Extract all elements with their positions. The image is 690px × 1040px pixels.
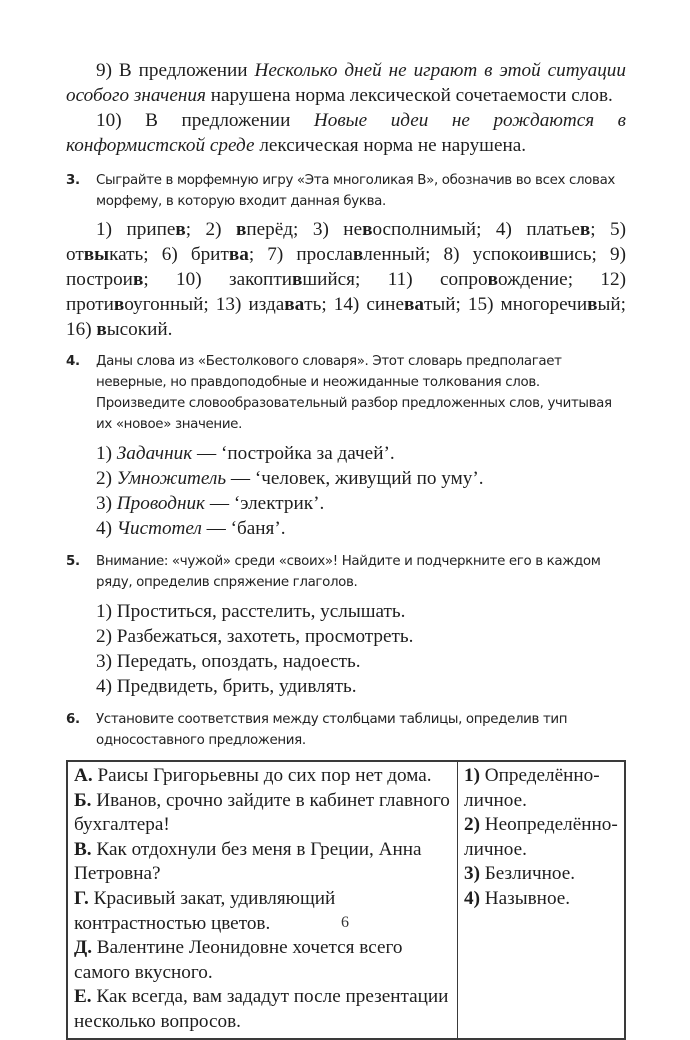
- types-column: [458, 762, 624, 1038]
- highlighted-morpheme: вы: [83, 244, 110, 265]
- morpheme-word: 4) платьев;: [495, 219, 611, 240]
- morpheme-word: 12) противоугонный;: [66, 269, 626, 315]
- table-row: Г. Красивый закат, удивляющий контрастностью цветов.: [74, 887, 336, 934]
- highlighted-morpheme: ва: [228, 244, 249, 265]
- list-item: 2) Разбежаться, захотеть, просмотреть.: [96, 626, 414, 647]
- sentences-column: [68, 762, 458, 1038]
- task-number: 5.: [66, 554, 80, 569]
- dictionary-word-list: [66, 441, 626, 541]
- task-number: 6.: [66, 712, 80, 727]
- table-row: Б. Иванов, срочно зайдите в кабинет главного бухгалтера!: [74, 789, 450, 836]
- highlighted-morpheme: в: [487, 269, 498, 290]
- task-4: [66, 351, 626, 435]
- highlighted-morpheme: в: [96, 319, 107, 340]
- morpheme-word: 1) припев;: [96, 219, 206, 240]
- highlighted-morpheme: в: [538, 244, 550, 265]
- list-item: 1) Задачник — ‘постройка за дачей’.: [96, 443, 395, 464]
- highlighted-morpheme: в: [132, 269, 144, 290]
- table-row: 1) Определённо-личное.: [464, 765, 600, 811]
- morpheme-word: 6) бритва;: [161, 244, 268, 265]
- task-instruction: Сыграйте в морфемную игру «Эта многоликая В», обозначив во всех словах морфему, в которую входит данная буква.: [96, 173, 615, 209]
- verb-rows-list: [66, 599, 626, 699]
- item-9: 9) В предложении Несколько дней не играют в этой ситуации особого значения нарушена норма лексической сочетаемости слов.: [66, 60, 626, 106]
- highlighted-morpheme: в: [236, 219, 247, 240]
- list-item: 2) Умножитель — ‘человек, живущий по уму’.: [96, 468, 484, 489]
- highlighted-morpheme: в: [291, 269, 303, 290]
- task-5: [66, 551, 626, 593]
- highlighted-morpheme: в: [113, 294, 125, 315]
- highlighted-morpheme: ва: [284, 294, 305, 315]
- morpheme-word: 5) отвыкать;: [66, 219, 627, 265]
- page-number: 6: [341, 914, 349, 931]
- table-row: Е. Как всегда, вам зададут после презентации несколько вопросов.: [74, 986, 449, 1032]
- highlighted-morpheme: в: [175, 219, 186, 240]
- morpheme-word: 14) синеватый;: [333, 294, 468, 315]
- morpheme-word: 15) многоречивый;: [467, 294, 626, 315]
- task-instruction: Даны слова из «Бестолкового словаря». Этот словарь предполагает неверные, но правдоподобные и неожиданные толкования слов. Произведите словообразовательный разбор предложенных слов, учитывая их «новое» значение.: [96, 354, 612, 432]
- morpheme-word: 13) издавать;: [215, 294, 334, 315]
- list-item: 4) Предвидеть, брить, удивлять.: [96, 676, 357, 697]
- morpheme-word: 3) невосполнимый;: [312, 219, 496, 240]
- document-page: [66, 58, 626, 1040]
- highlighted-morpheme: в: [587, 294, 598, 315]
- morpheme-word: 11) сопровождение;: [387, 269, 601, 290]
- table-row: Д. Валентине Леонидовне хочется всего самого вкусного.: [74, 937, 403, 983]
- morpheme-word: 7) прославленный;: [267, 244, 444, 265]
- highlighted-morpheme: в: [362, 219, 373, 240]
- lexical-norm-items: [66, 58, 626, 158]
- table-row: 4) Назывное.: [464, 887, 571, 909]
- table-row: В. Как отдохнули без меня в Греции, Анна Петровна?: [74, 838, 422, 885]
- matching-table: [66, 760, 626, 1040]
- item-10: 10) В предложении Новые идеи не рождаются в конформистской среде лексическая норма не нарушена.: [66, 110, 627, 156]
- highlighted-morpheme: ва: [403, 294, 424, 315]
- table-row: А. Раисы Григорьевны до сих пор нет дома.: [74, 765, 432, 786]
- list-item: 1) Проститься, расстелить, услышать.: [96, 601, 406, 622]
- list-item: 3) Проводник — ‘электрик’.: [96, 493, 325, 514]
- task-number: 4.: [66, 354, 80, 369]
- task-instruction: Установите соответствия между столбцами таблицы, определив тип односоставного предложения.: [96, 712, 568, 748]
- task-instruction: Внимание: «чужой» среди «своих»! Найдите и подчеркните его в каждом ряду, определив спряжение глаголов.: [96, 554, 601, 590]
- morpheme-word: 8) успокоившись;: [443, 244, 610, 265]
- task-6: [66, 709, 626, 751]
- list-item: 3) Передать, опоздать, надоесть.: [96, 651, 361, 672]
- morpheme-word: 16) высокий.: [66, 319, 173, 340]
- morpheme-word: 9) построив;: [66, 244, 626, 290]
- task-number: 3.: [66, 173, 80, 188]
- task-3: [66, 170, 626, 212]
- table-row: 3) Безличное.: [464, 863, 576, 885]
- highlighted-morpheme: в: [579, 219, 591, 240]
- morpheme-word: 2) вперёд;: [205, 219, 313, 240]
- morpheme-word: 10) закоптившийся;: [176, 269, 388, 290]
- table-row: 2) Неопределённо-личное.: [464, 814, 618, 860]
- morpheme-word-list: [66, 217, 626, 342]
- list-item: 4) Чистотел — ‘баня’.: [96, 518, 286, 539]
- highlighted-morpheme: в: [352, 244, 364, 265]
